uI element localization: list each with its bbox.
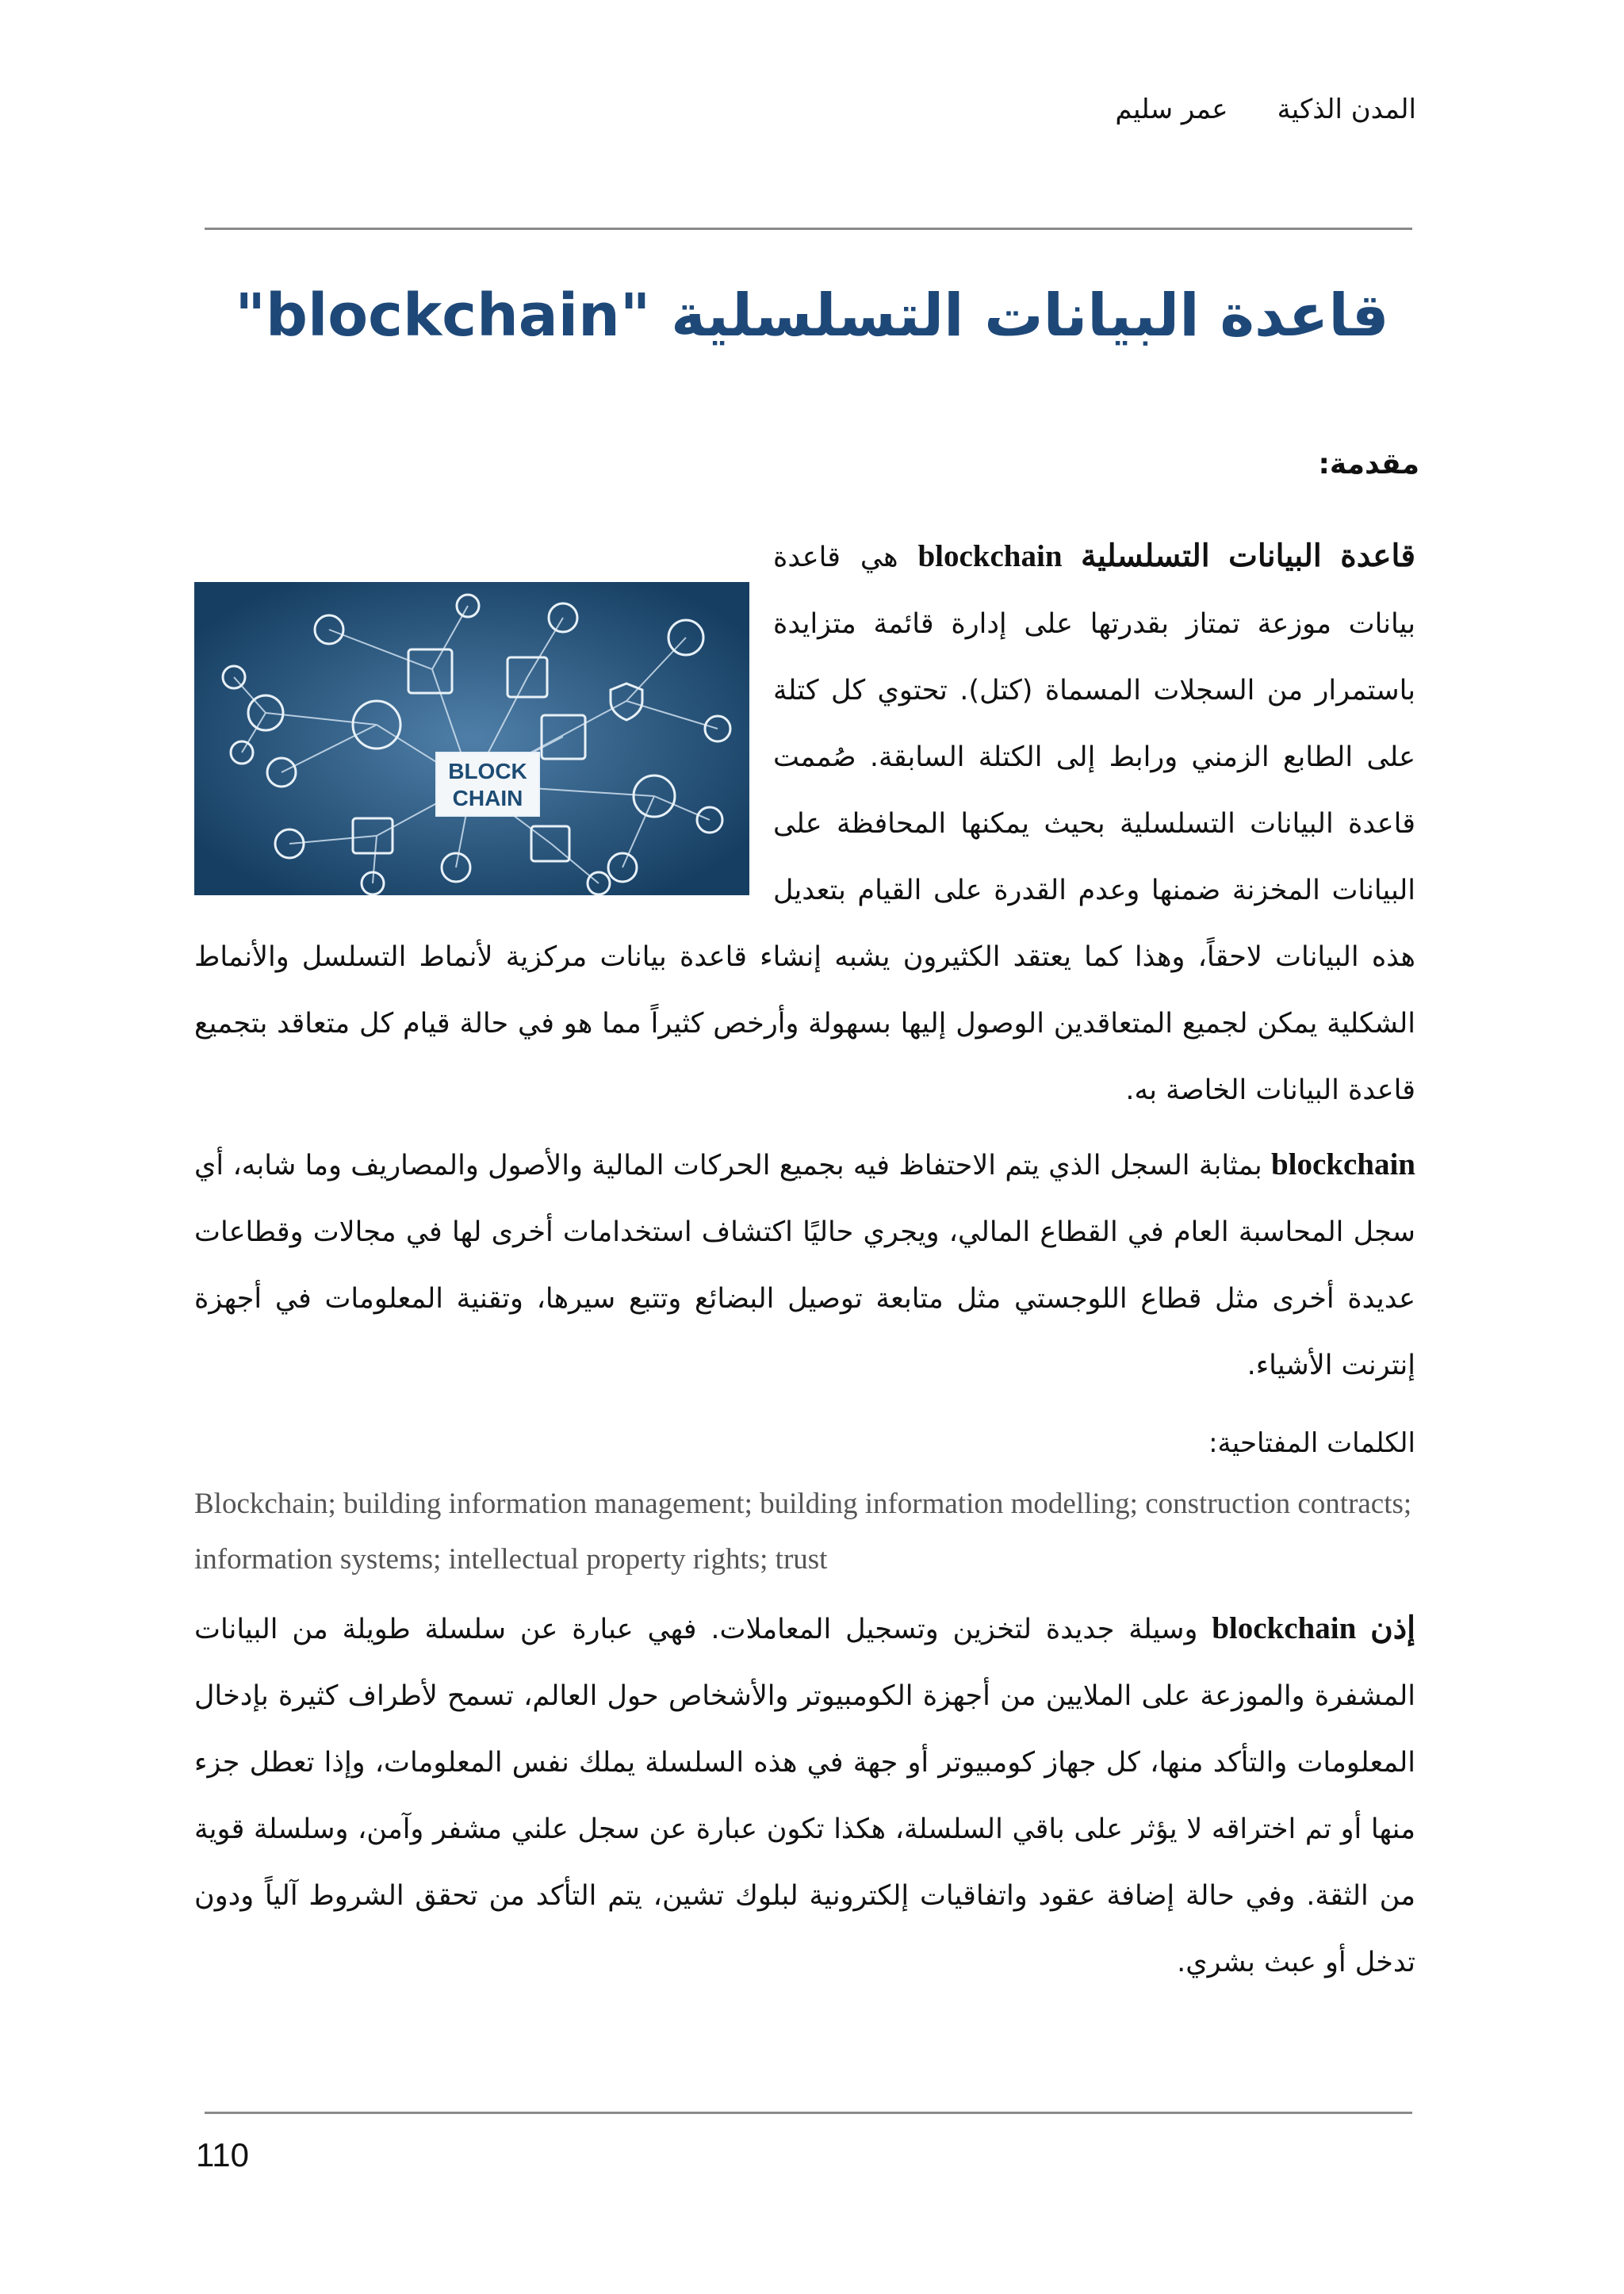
ledger-text: بمثابة السجل الذي يتم الاحتفاظ فيه بجميع الحركات المالية والأصول والمصاريف وما شابه، أي سجل المحاسبة العام في القطاع المالي، ويجري حاليًا اكتشاف استخدامات أخرى لها في مجالات وقطاعات عديدة أخرى مثل قطاع اللوجستي مثل متابعة توصيل البضائع وتتبع سيرها، وتقنية المعلومات في أجهزة إنترنت الأشياء.	[194, 1150, 1415, 1381]
summary-bold-term: blockchain	[1212, 1611, 1357, 1645]
paragraph-ledger	[194, 1132, 1415, 1399]
intro-bold-term: قاعدة البيانات التسلسلية blockchain	[917, 539, 1415, 573]
bottom-divider	[205, 2112, 1412, 2114]
body-text	[194, 523, 1415, 1996]
figure-label-block: BLOCK	[448, 759, 527, 783]
intro-heading: مقدمة:	[1318, 448, 1419, 481]
top-divider	[205, 228, 1412, 230]
figure-label-chain: CHAIN	[452, 786, 523, 810]
page-number: 110	[196, 2136, 249, 2173]
running-header	[1066, 94, 1416, 125]
ledger-bold-term: blockchain	[1270, 1147, 1415, 1181]
book-title: المدن الذكية	[1277, 94, 1416, 125]
intro-text: هي قاعدة بيانات موزعة تمتاز بقدرتها على إدارة قائمة متزايدة باستمرار من السجلات المسماة (كتل). تحتوي كل كتلة على الطابع الزمني ورابط إلى الكتلة السابقة. صُممت قاعدة البيانات التسلسلية بحيث يمكنها المحافظة على البيانات المخزنة ضمنها وعدم القدرة على القيام بتعديل هذه البيانات لاحقاً، وهذا كما يعتقد الكثيرون يشبه إنشاء قاعدة بيانات مركزية لأنماط التسلسل والأنماط الشكلية يمكن لجميع المتعاقدين الوصول إليها بسهولة وأرخص كثيراً مما هو في حالة قيام كل متعاقد بتجميع قاعدة البيانات الخاصة به.	[194, 542, 1415, 1106]
author-name: عمر سليم	[1115, 94, 1228, 125]
summary-bold-so: إذن	[1370, 1611, 1415, 1645]
summary-text: وسيلة جديدة لتخزين وتسجيل المعاملات. فهي عبارة عن سلسلة طويلة من البيانات المشفرة والموزعة على الملايين من أجهزة الكومبيوتر والأشخاص حول العالم، تسمح لأطراف كثيرة بإدخال المعلومات والتأكد منها، كل جهاز كومبيوتر أو جهة في هذه السلسلة يملك نفس المعلومات، وإذا تعطل جزء منها أو تم اختراقه لا يؤثر على باقي السلسلة، هكذا تكون عبارة عن سجل علني مشفر وآمن، وسلسلة قوية من الثقة. وفي حالة إضافة عقود واتفاقيات إلكترونية لبلوك تشين، يتم التأكد من تحقق الشروط آلياً ودون تدخل أو عبث بشري.	[194, 1614, 1415, 1978]
keywords-list: Blockchain; building information management; building information modelling; construction contracts; information systems; intellectual property rights; trust	[194, 1488, 1412, 1576]
blockchain-network-illustration	[194, 582, 749, 895]
page-title: قاعدة البيانات التسلسلية "blockchain"	[235, 281, 1389, 350]
paragraph-summary	[194, 1595, 1415, 1996]
keywords-label: الكلمات المفتاحية:	[1208, 1427, 1415, 1459]
